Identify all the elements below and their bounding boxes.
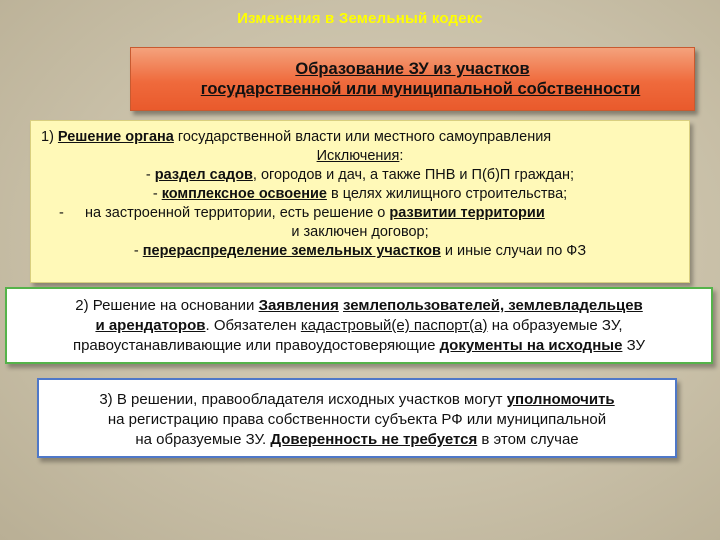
text-fragment: - xyxy=(145,167,155,183)
garden-division-term: раздел садов xyxy=(154,167,253,183)
slide-title: Изменения в Земельный кодекс xyxy=(237,10,483,27)
box2-row-1 xyxy=(7,296,711,316)
text-fragment: , огородов и дач, а также ПНВ и П(б)П граждан; xyxy=(252,167,575,183)
land-redistribution-term: перераспределение земельных участков xyxy=(142,243,441,259)
box1-row-4 xyxy=(31,185,689,204)
box1-row-7 xyxy=(31,242,689,261)
box1-row-2 xyxy=(31,147,689,166)
box2-row-2 xyxy=(7,316,711,336)
text-fragment: . Обязателен xyxy=(205,317,301,334)
text-fragment: ЗУ xyxy=(622,337,646,354)
text-fragment: правоустанавливающие или правоудостоверяющие xyxy=(72,337,440,354)
text-fragment: в этом случае xyxy=(477,431,579,448)
box3-row-3 xyxy=(39,430,675,450)
text-fragment: на застроенной территории, есть решение о xyxy=(85,205,390,221)
owner-authorization-box xyxy=(37,378,677,458)
text-fragment: 2) Решение на основании xyxy=(75,297,259,314)
text-fragment: - xyxy=(133,243,143,259)
text-fragment: на образуемые ЗУ, xyxy=(487,317,623,334)
header-line-2: государственной или муниципальной собственности xyxy=(200,80,641,98)
box2-row-3 xyxy=(7,336,711,356)
box1-row-1 xyxy=(31,128,689,147)
text-fragment: и иные случаи по ФЗ xyxy=(440,243,587,259)
application-decision-box xyxy=(5,287,713,364)
territory-development-term: развитии территории xyxy=(389,205,545,221)
header-line-1: Образование ЗУ из участков xyxy=(295,60,530,78)
text-fragment: государственной власти или местного самоуправления xyxy=(173,129,552,145)
cadastral-passport-term: кадастровый(е) паспорт(а) xyxy=(300,317,488,334)
text-fragment: на регистрацию права собственности субъекта РФ или муниципальной xyxy=(107,411,607,428)
authorize-term: уполномочить xyxy=(506,391,615,408)
exceptions-term: Исключения xyxy=(316,148,400,164)
bullet-dash: - xyxy=(59,205,64,221)
text-fragment: в целях жилищного строительства; xyxy=(326,186,568,202)
authority-decision-term: Решение органа xyxy=(57,129,174,145)
decision-authority-box xyxy=(30,120,690,283)
tenants-term: и арендаторов xyxy=(95,317,206,334)
item-number: 1) xyxy=(41,129,58,145)
land-users-term: землепользователей, землевладельцев xyxy=(343,297,643,314)
box1-row-5 xyxy=(31,204,689,223)
box3-row-1 xyxy=(39,390,675,410)
source-documents-term: документы на исходные xyxy=(439,337,623,354)
box1-row-3 xyxy=(31,166,689,185)
no-proxy-term: Доверенность не требуется xyxy=(270,431,478,448)
box1-row-6 xyxy=(31,223,689,242)
text-fragment: и заключен договор; xyxy=(291,224,429,240)
box3-row-2 xyxy=(39,410,675,430)
section-header xyxy=(130,47,695,111)
complex-development-term: комплексное освоение xyxy=(161,186,327,202)
application-term: Заявления xyxy=(258,297,339,314)
text-fragment: - xyxy=(152,186,162,202)
text-fragment: на образуемые ЗУ. xyxy=(135,431,271,448)
text-fragment: 3) В решении, правообладателя исходных участков могут xyxy=(99,391,507,408)
text-fragment: : xyxy=(399,148,404,164)
